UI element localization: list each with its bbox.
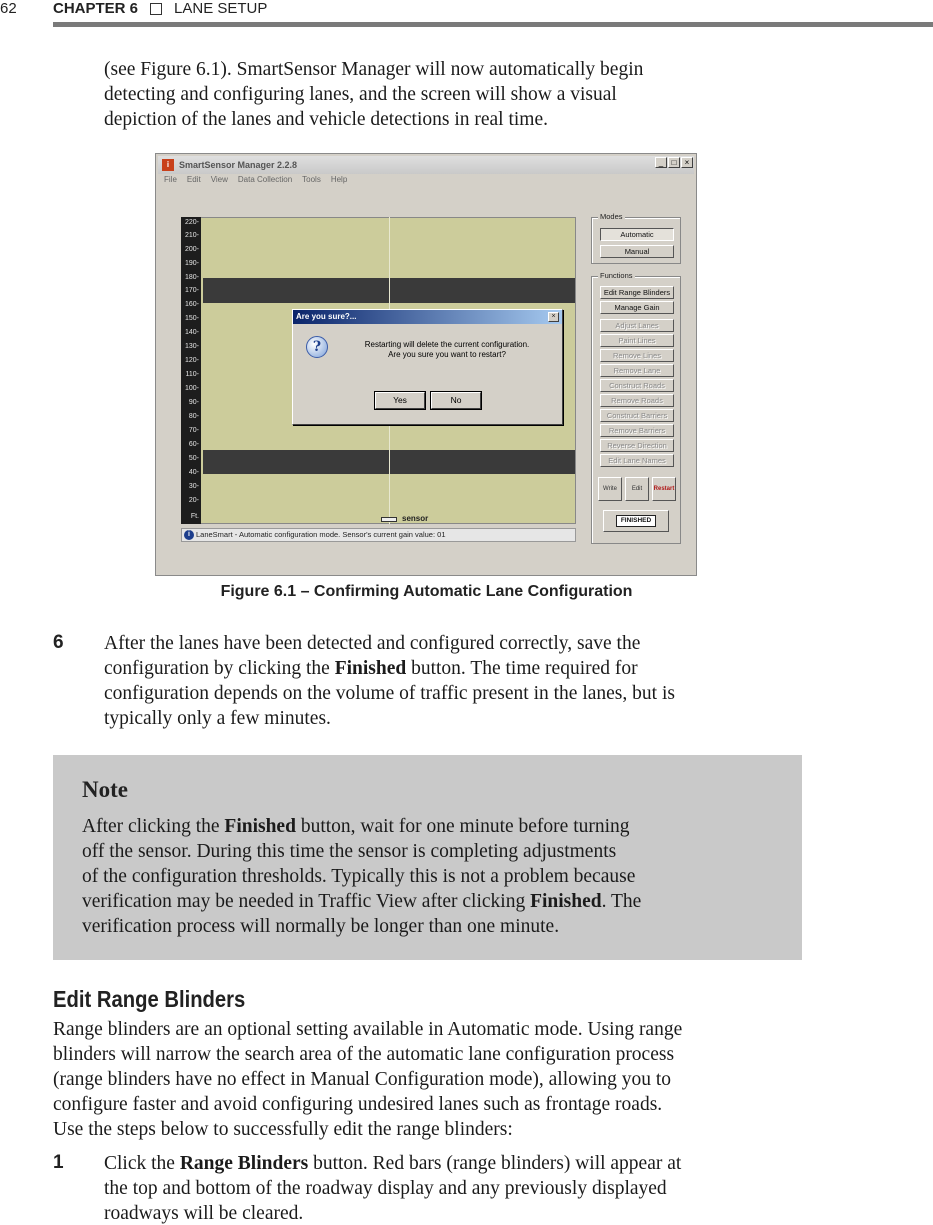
scale-tick: 210- bbox=[184, 232, 199, 239]
dialog-title: Are you sure?... bbox=[293, 310, 562, 324]
scale-tick: 50- bbox=[188, 455, 199, 462]
edit-range-blinders-button[interactable]: Edit Range Blinders bbox=[600, 286, 674, 299]
window-controls bbox=[655, 157, 693, 168]
window-title: SmartSensor Manager 2.2.8 bbox=[179, 160, 298, 170]
functions-group bbox=[591, 271, 681, 544]
scale-tick: 110- bbox=[185, 371, 199, 378]
note-line bbox=[82, 814, 641, 839]
step-6-text bbox=[104, 631, 675, 731]
scale-tick: 70- bbox=[188, 427, 199, 434]
intro-paragraph bbox=[104, 57, 643, 132]
edit-icon[interactable]: Edit bbox=[625, 477, 649, 501]
note-line: of the configuration thresholds. Typically this is not a problem because bbox=[82, 866, 636, 887]
text-run: After clicking the bbox=[82, 816, 225, 837]
scale-tick: 90- bbox=[188, 399, 199, 406]
text-run: . The bbox=[601, 891, 642, 912]
section-line: configure faster and avoid configuring undesired lanes such as frontage roads. bbox=[53, 1094, 663, 1115]
edit-lane-names-button[interactable]: Edit Lane Names bbox=[600, 454, 674, 467]
step-number: 6 bbox=[53, 632, 64, 653]
scale-tick: 30- bbox=[188, 483, 199, 490]
close-icon[interactable]: × bbox=[681, 157, 693, 168]
page-number: 62 bbox=[0, 0, 17, 17]
intro-line: depiction of the lanes and vehicle detections in real time. bbox=[104, 109, 549, 130]
step-line bbox=[104, 656, 675, 681]
app-logo-icon: i bbox=[162, 159, 174, 171]
step-line: configuration depends on the volume of traffic present in the lanes, but is bbox=[104, 683, 675, 704]
dialog-close-icon[interactable]: × bbox=[548, 312, 559, 322]
scale-tick: 20- bbox=[188, 497, 199, 504]
figure-screenshot bbox=[155, 153, 697, 576]
step-line: roadways will be cleared. bbox=[104, 1203, 304, 1224]
section-line: (range blinders have no effect in Manual Configuration mode), allowing you to bbox=[53, 1069, 672, 1090]
scale-tick: 160- bbox=[184, 301, 199, 308]
menu-help[interactable]: Help bbox=[330, 175, 348, 184]
section-line: Use the steps below to successfully edit the range blinders: bbox=[53, 1119, 513, 1140]
scale-tick: 140- bbox=[184, 329, 199, 336]
note-title: Note bbox=[82, 777, 128, 802]
scale-tick: 40- bbox=[188, 469, 199, 476]
sensor-marker-icon bbox=[381, 517, 397, 522]
restart-icon[interactable]: Restart bbox=[652, 477, 676, 501]
reverse-direction-button[interactable]: Reverse Direction bbox=[600, 439, 674, 452]
scale-tick: 190- bbox=[184, 260, 199, 267]
no-button[interactable]: No bbox=[431, 392, 481, 409]
step-line: typically only a few minutes. bbox=[104, 708, 331, 729]
status-bar bbox=[181, 528, 576, 542]
scale-tick: 180- bbox=[184, 274, 199, 281]
figure-caption: Figure 6.1 – Confirming Automatic Lane Configuration bbox=[220, 583, 633, 600]
question-icon: ? bbox=[306, 336, 328, 358]
note-line: off the sensor. During this time the sensor is completing adjustments bbox=[82, 841, 617, 862]
intro-line: (see Figure 6.1). SmartSensor Manager will now automatically begin bbox=[104, 59, 644, 80]
text-run: Click the bbox=[104, 1153, 180, 1174]
scale-tick: 170- bbox=[184, 287, 199, 294]
section-label: LANE SETUP bbox=[174, 0, 268, 17]
scale-tick: 130- bbox=[184, 343, 199, 350]
section-paragraph bbox=[53, 1017, 682, 1142]
window-titlebar bbox=[158, 156, 694, 174]
sensor-label: sensor bbox=[402, 514, 429, 523]
adjust-lanes-button[interactable]: Adjust Lanes bbox=[600, 319, 674, 332]
step-line: the top and bottom of the roadway display and any previously displayed bbox=[104, 1178, 667, 1199]
functions-label: Functions bbox=[600, 271, 633, 280]
finished-term: Finished bbox=[334, 658, 407, 679]
range-blinders-term: Range Blinders bbox=[179, 1153, 309, 1174]
modes-label: Modes bbox=[600, 212, 623, 221]
finished-button[interactable] bbox=[603, 510, 669, 532]
info-icon: i bbox=[184, 530, 194, 540]
menu-file[interactable]: File bbox=[164, 175, 177, 184]
running-header bbox=[53, 0, 267, 17]
distance-scale bbox=[181, 217, 201, 524]
yes-button[interactable]: Yes bbox=[375, 392, 425, 409]
header-rule bbox=[53, 22, 933, 27]
section-line: blinders will narrow the search area of the automatic lane configuration process bbox=[53, 1044, 675, 1065]
menu-tools[interactable]: Tools bbox=[302, 175, 321, 184]
section-line: Range blinders are an optional setting available in Automatic mode. Using range bbox=[53, 1019, 683, 1040]
text-run: button, wait for one minute before turning bbox=[295, 816, 630, 837]
finished-label: FINISHED bbox=[616, 515, 656, 527]
manage-gain-button[interactable]: Manage Gain bbox=[600, 301, 674, 314]
menu-bar bbox=[164, 175, 347, 184]
scale-tick: Ft. bbox=[190, 513, 199, 520]
menu-edit[interactable]: Edit bbox=[186, 175, 201, 184]
finished-term: Finished bbox=[224, 816, 296, 837]
scale-tick: 80- bbox=[188, 413, 199, 420]
dialog-message bbox=[337, 340, 557, 360]
menu-view[interactable]: View bbox=[210, 175, 228, 184]
text-run: button. The time required for bbox=[406, 658, 638, 679]
note-line bbox=[82, 889, 641, 914]
scale-tick: 200- bbox=[184, 246, 199, 253]
step-number: 1 bbox=[53, 1152, 64, 1173]
finished-term: Finished bbox=[530, 891, 602, 912]
status-text: LaneSmart - Automatic configuration mode. Sensor's current gain value: 01 bbox=[196, 530, 446, 539]
step-line: After the lanes have been detected and configured correctly, save the bbox=[104, 633, 641, 654]
section-heading: Edit Range Blinders bbox=[53, 986, 246, 1012]
separator-box-icon bbox=[150, 3, 162, 15]
scale-tick: 60- bbox=[188, 441, 199, 448]
maximize-icon[interactable]: □ bbox=[668, 157, 680, 168]
note-line: verification process will normally be longer than one minute. bbox=[82, 916, 560, 937]
construct-roads-button[interactable]: Construct Roads bbox=[600, 379, 674, 392]
minimize-icon[interactable]: _ bbox=[655, 157, 667, 168]
scale-tick: 100- bbox=[184, 385, 199, 392]
remove-roads-button[interactable]: Remove Roads bbox=[600, 394, 674, 407]
intro-line: detecting and configuring lanes, and the screen will show a visual bbox=[104, 84, 617, 105]
dialog-message-line: Restarting will delete the current configuration. bbox=[364, 340, 530, 349]
remove-lane-button[interactable]: Remove Lane bbox=[600, 364, 674, 377]
automatic-mode-button[interactable]: Automatic bbox=[600, 228, 674, 241]
write-icon[interactable]: Write bbox=[598, 477, 622, 501]
text-run: verification may be needed in Traffic View after clicking bbox=[82, 891, 531, 912]
scale-tick: 150- bbox=[184, 315, 199, 322]
dialog-message-line: Are you sure you want to restart? bbox=[388, 350, 506, 359]
remove-lines-button[interactable]: Remove Lines bbox=[600, 349, 674, 362]
manual-mode-button[interactable]: Manual bbox=[600, 245, 674, 258]
note-text bbox=[82, 814, 641, 939]
paint-lines-button[interactable]: Paint Lines bbox=[600, 334, 674, 347]
remove-barriers-button[interactable]: Remove Barriers bbox=[600, 424, 674, 437]
step-1-text bbox=[104, 1151, 681, 1225]
confirm-restart-dialog bbox=[292, 309, 563, 425]
step-line bbox=[104, 1151, 681, 1176]
chapter-label: CHAPTER 6 bbox=[53, 0, 139, 17]
modes-group bbox=[591, 212, 681, 264]
scale-tick: 120- bbox=[184, 357, 199, 364]
scale-tick: 220- bbox=[184, 219, 199, 226]
text-run: button. Red bars (range blinders) will appear at bbox=[308, 1153, 682, 1174]
construct-barriers-button[interactable]: Construct Barriers bbox=[600, 409, 674, 422]
text-run: configuration by clicking the bbox=[104, 658, 335, 679]
menu-data-collection[interactable]: Data Collection bbox=[237, 175, 293, 184]
